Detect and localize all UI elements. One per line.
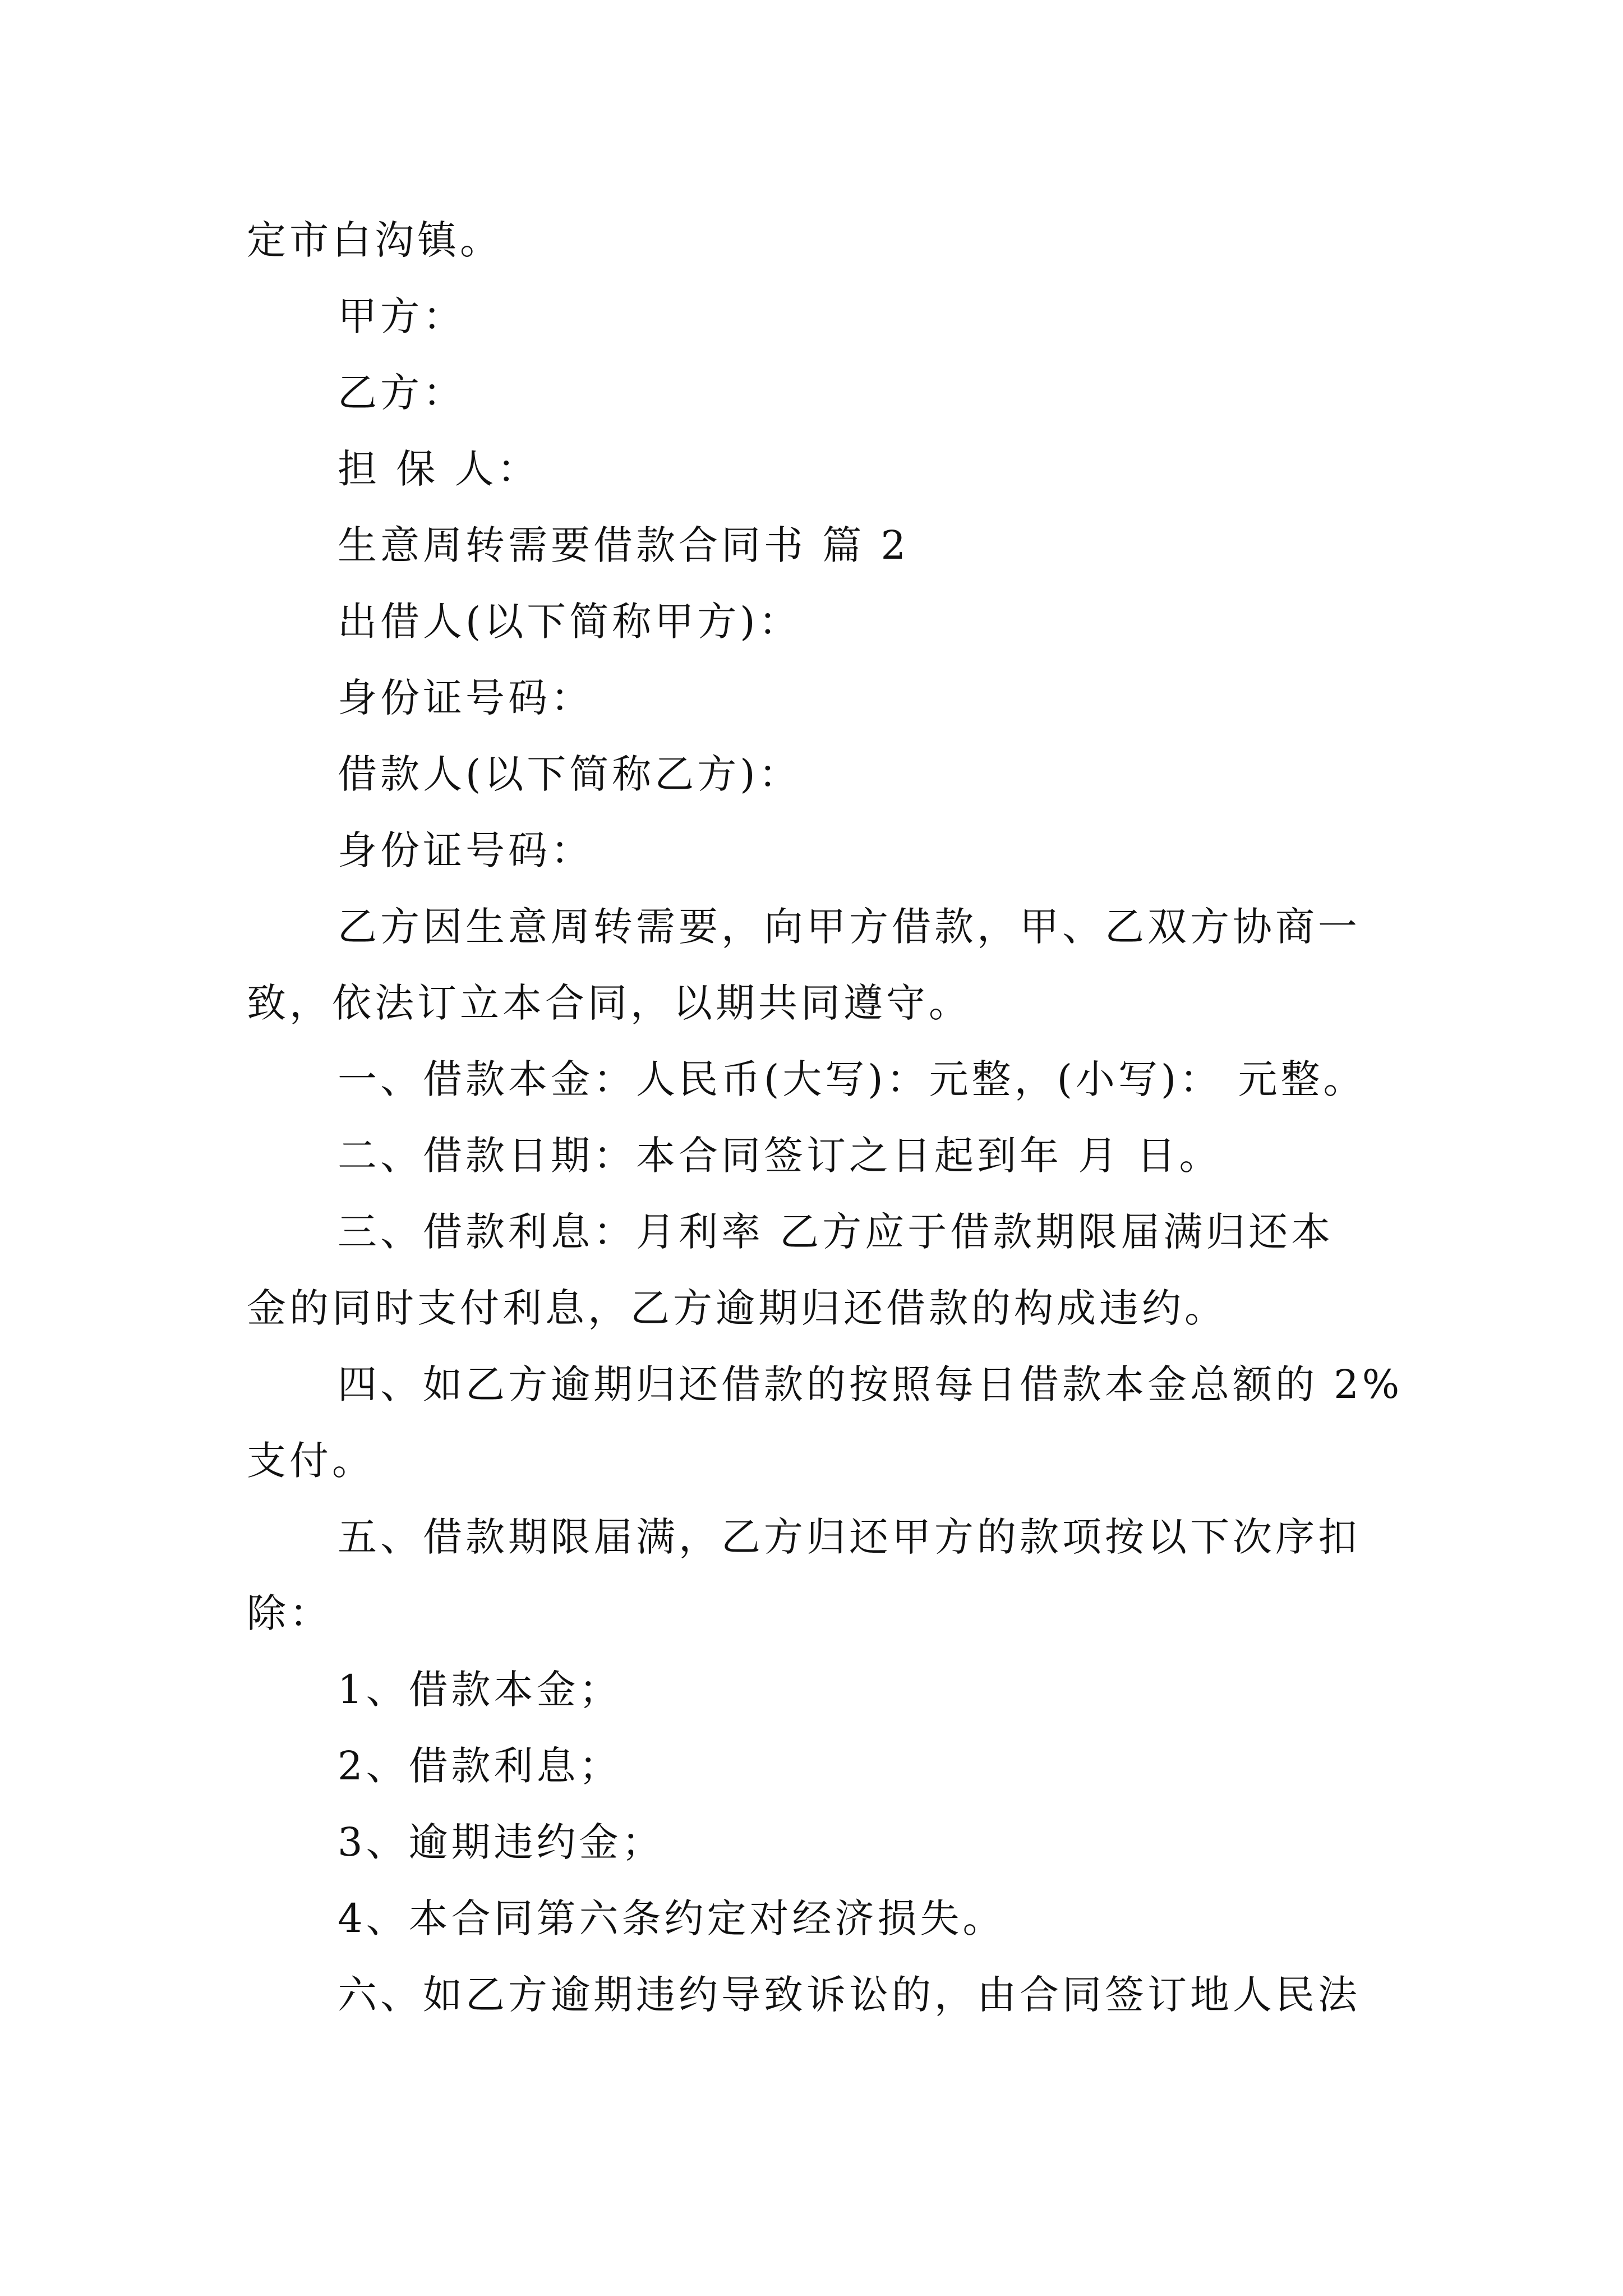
borrower-id-label: 身份证号码： <box>338 827 593 873</box>
guarantor-label: 担 保 人： <box>338 446 540 492</box>
lender-label: 出借人(以下简称甲方)： <box>338 599 801 645</box>
text-line: 定市白沟镇。 <box>247 217 502 263</box>
party-b-label: 乙方： <box>338 370 465 416</box>
clause-3: 三、借款利息：月利率 乙方应于借款期限届满归还本 <box>338 1209 1334 1255</box>
list-item: 4、本合同第六条约定对经济损失。 <box>338 1895 1006 1941</box>
list-item: 2、借款利息； <box>338 1743 622 1789</box>
list-item: 1、借款本金； <box>338 1667 622 1713</box>
document-body <box>247 202 1413 2033</box>
text-line: 除： <box>247 1590 332 1636</box>
text-line: 支付。 <box>247 1438 375 1484</box>
text-line: 金的同时支付利息，乙方逾期归还借款的构成违约。 <box>247 1285 1227 1331</box>
borrower-label: 借款人(以下简称乙方)： <box>338 751 801 797</box>
section-title: 生意周转需要借款合同书 篇 2 <box>338 522 910 568</box>
clause-5: 五、借款期限届满，乙方归还甲方的款项按以下次序扣 <box>338 1514 1361 1560</box>
clause-6: 六、如乙方逾期违约导致诉讼的，由合同签订地人民法 <box>338 1972 1361 2018</box>
list-item: 3、逾期违约金； <box>338 1819 665 1865</box>
clause-4: 四、如乙方逾期归还借款的按照每日借款本金总额的 2% <box>338 1361 1403 1407</box>
party-a-label: 甲方： <box>338 293 465 339</box>
text-line: 乙方因生意周转需要，向甲方借款，甲、乙双方协商一 <box>338 904 1361 950</box>
text-line: 致，依法订立本合同，以期共同遵守。 <box>247 980 971 1026</box>
clause-1: 一、借款本金：人民币(大写)：元整，(小写)： 元整。 <box>338 1056 1366 1102</box>
clause-2: 二、借款日期：本合同签订之日起到年 月 日。 <box>338 1133 1222 1179</box>
lender-id-label: 身份证号码： <box>338 675 593 721</box>
